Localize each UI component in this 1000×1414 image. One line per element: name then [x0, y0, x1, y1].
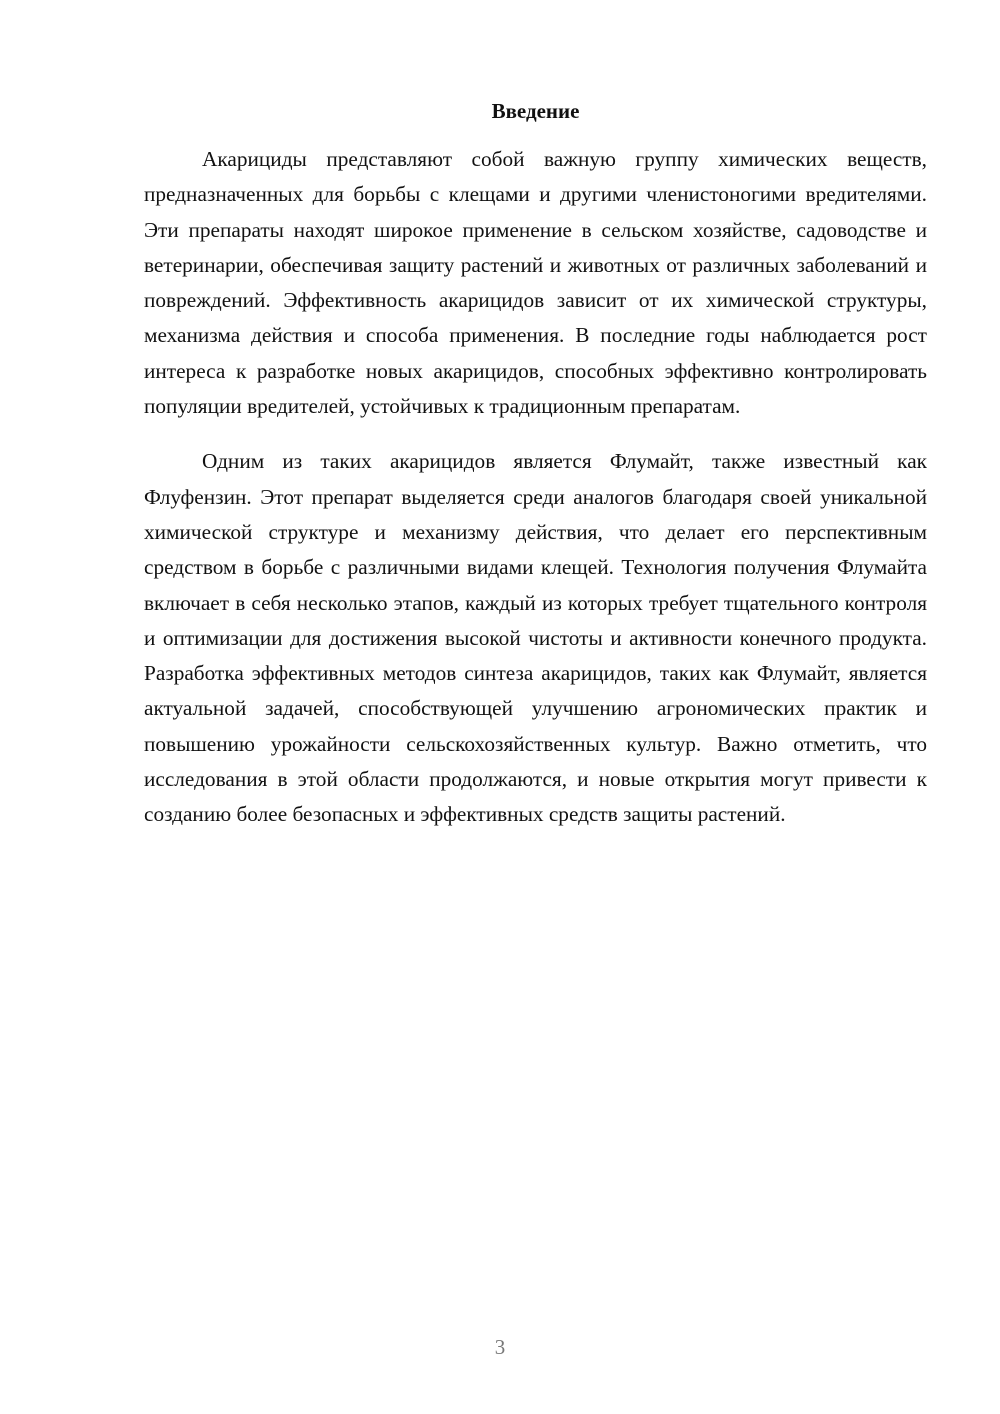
- paragraph-2: Одним из таких акарицидов является Флумайт, также известный как Флуфензин. Этот препарат выделяется среди аналогов благодаря своей уникальной химической структуре и механизму действия, что делает его перспективным средством в борьбе с различными видами клещей. Технология получения Флумайта включает в себя несколько этапов, каждый из которых требует тщательного контроля и оптимизации для достижения высокой чистоты и активности конечного продукта. Разработка эффективных методов синтеза акарицидов, таких как Флумайт, является актуальной задачей, способствующей улучшению агрономических практик и повышению урожайности сельскохозяйственных культур. Важно отметить, что исследования в этой области продолжаются, и новые открытия могут привести к созданию более безопасных и эффективных средств защиты растений.: [144, 449, 927, 827]
- body-text: [144, 142, 927, 833]
- page-number: 3: [494, 1335, 506, 1359]
- paragraph-1: Акарициды представляют собой важную группу химических веществ, предназначенных для борьбы с клещами и другими членистоногими вредителями. Эти препараты находят широкое применение в сельском хозяйстве, садоводстве и ветеринарии, обеспечивая защиту растений и животных от различных заболеваний и повреждений. Эффективность акарицидов зависит от их химической структуры, механизма действия и способа применения. В последние годы наблюдается рост интереса к разработке новых акарицидов, способных эффективно контролировать популяции вредителей, устойчивых к традиционным препаратам.: [144, 147, 927, 419]
- section-heading: Введение: [491, 99, 580, 123]
